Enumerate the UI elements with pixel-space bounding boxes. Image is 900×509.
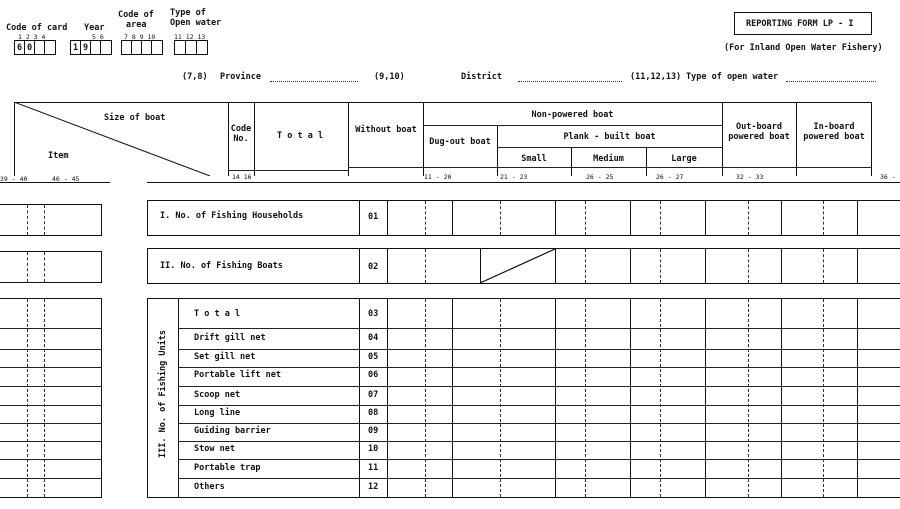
province-input[interactable] (270, 81, 358, 82)
type-open-water-cols: 11 12 13 (174, 33, 206, 41)
section-households-row (147, 200, 900, 236)
cut-num: 32 - 33 (736, 173, 764, 181)
district-input[interactable] (518, 81, 622, 82)
year-label: Year (84, 23, 105, 33)
without-boat-label: Without boat (355, 125, 417, 135)
unit-label: Guiding barrier (194, 426, 271, 436)
cut-num: 39 - 40 (0, 175, 28, 183)
boats-code: 02 (368, 262, 379, 272)
unit-label: Set gill net (194, 352, 256, 362)
type-open-water-field[interactable] (174, 40, 208, 55)
unit-label: Portable lift net (194, 370, 281, 380)
cut-num: 46 - 45 (52, 175, 80, 183)
district-label: District (461, 72, 502, 82)
boats-dugout-slash (480, 249, 555, 283)
code-of-area-label-2: area (126, 20, 147, 30)
size-of-boat-label: Size of boat (104, 113, 166, 123)
code-of-area-label-1: Code of (118, 10, 154, 20)
stub-box-households (0, 204, 102, 236)
water-code: (11,12,13) (630, 72, 682, 82)
code-of-area-cols: 7 8 9 10 (124, 33, 156, 41)
water-input[interactable] (786, 81, 876, 82)
unit-code: 08 (368, 408, 379, 418)
unit-label: Scoop net (194, 390, 241, 400)
units-vertical-label-cell (150, 299, 178, 497)
medium-label: Medium (593, 154, 624, 164)
unit-code: 12 (368, 482, 379, 492)
cut-num: 21 - 23 (500, 173, 528, 181)
code-of-card-label: Code of card (6, 23, 68, 33)
province-code: (7,8) (182, 72, 208, 82)
item-label: Item (48, 151, 69, 161)
unit-label: Drift gill net (194, 333, 266, 343)
type-open-water-label-1: Type of (170, 8, 206, 18)
code-of-area-field[interactable] (121, 40, 163, 55)
unit-code: 09 (368, 426, 379, 436)
households-code: 01 (368, 212, 379, 222)
form-title-box (734, 12, 872, 35)
cut-num: 11 - 20 (424, 173, 452, 181)
cut-num: 26 - 27 (656, 173, 684, 181)
card-digit-2: 0 (27, 43, 33, 53)
type-open-water-label-2: Open water (170, 18, 222, 28)
code-of-card-cols: 1 2 3 4 (18, 33, 46, 41)
unit-code: 11 (368, 463, 379, 473)
unit-code: 10 (368, 444, 379, 454)
units-vertical-label: III. No. of Fishing Units (158, 330, 168, 458)
code-of-card-field[interactable] (14, 40, 56, 55)
inboard-label: In-board powered boat (803, 122, 865, 142)
boats-label: II. No. of Fishing Boats (160, 261, 283, 271)
unit-label: Stow net (194, 444, 235, 454)
form-title: REPORTING FORM LP - I (746, 19, 854, 29)
plank-built-label: Plank - built boat (563, 132, 656, 142)
stub-box-units (0, 298, 102, 498)
water-label: Type of open water (686, 72, 779, 82)
card-digit-1: 6 (17, 43, 23, 53)
district-code: (9,10) (374, 72, 405, 82)
year-digit-1: 1 (73, 43, 79, 53)
province-label: Province (220, 72, 261, 82)
unit-code: 07 (368, 390, 379, 400)
year-field[interactable] (70, 40, 112, 55)
year-cols: 5 6 (92, 33, 104, 41)
non-powered-label: Non-powered boat (531, 110, 614, 120)
unit-label: Portable trap (194, 463, 261, 473)
cut-num: 26 - 25 (586, 173, 614, 181)
code-no-label: Code No. (230, 124, 252, 144)
total-col-label: T o t a l (277, 131, 324, 141)
unit-label-total: T o t a l (194, 309, 241, 319)
cut-num: 14 16 (232, 173, 252, 181)
unit-label: Long line (194, 408, 241, 418)
small-label: Small (521, 154, 547, 164)
year-digit-2: 9 (83, 43, 89, 53)
unit-code: 06 (368, 370, 379, 380)
section-boats-row (147, 248, 900, 284)
large-label: Large (671, 154, 697, 164)
unit-code: 04 (368, 333, 379, 343)
households-label: I. No. of Fishing Households (160, 211, 304, 221)
cut-num: 36 - (880, 173, 896, 181)
dugout-label: Dug-out boat (429, 137, 491, 147)
outboard-label: Out-board powered boat (728, 122, 790, 142)
form-subtitle: (For Inland Open Water Fishery) (724, 43, 883, 53)
unit-code: 05 (368, 352, 379, 362)
section-units-block (147, 298, 900, 498)
stub-box-boats (0, 251, 102, 283)
unit-code: 03 (368, 309, 379, 319)
unit-label: Others (194, 482, 225, 492)
